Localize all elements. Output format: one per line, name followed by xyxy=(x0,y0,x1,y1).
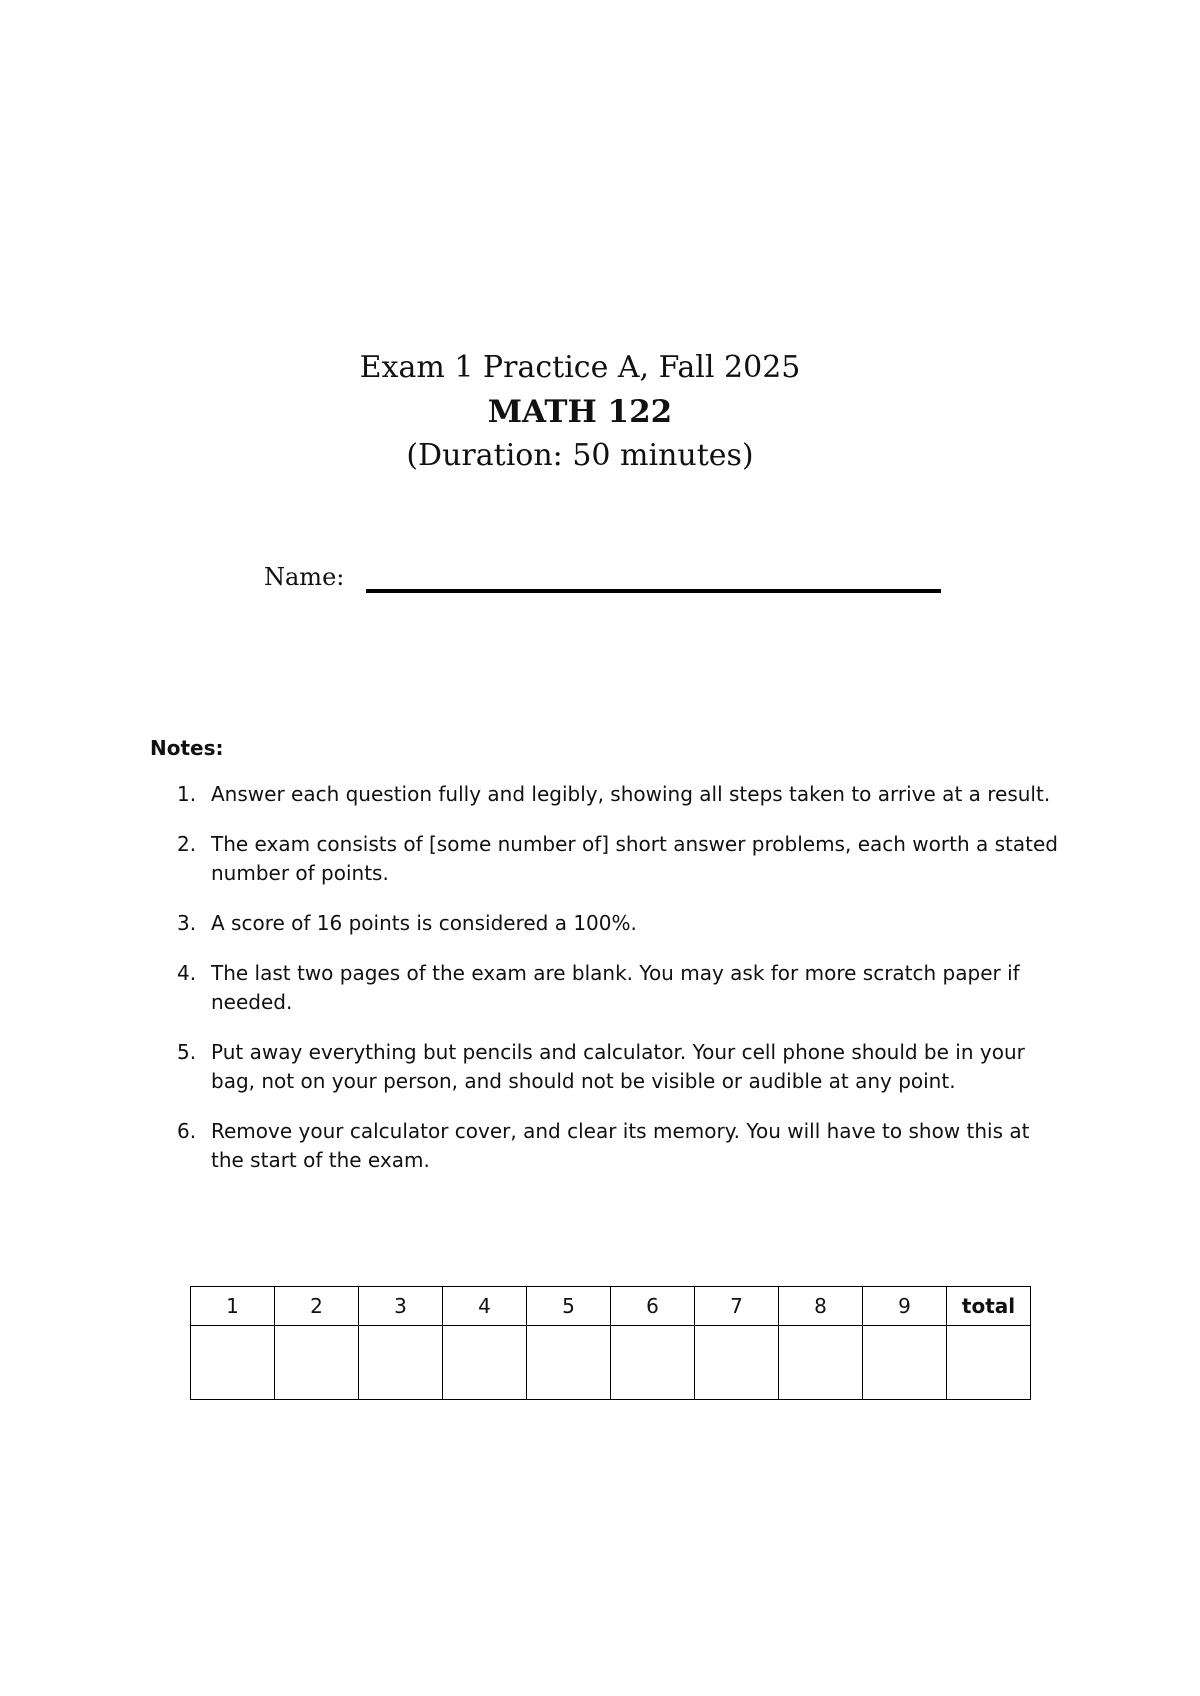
note-item xyxy=(150,1038,1061,1096)
note-number: 4. xyxy=(177,961,197,985)
notes-section xyxy=(150,734,1070,1196)
score-table xyxy=(190,1286,1031,1400)
score-header-cell: 2 xyxy=(275,1287,359,1326)
notes-list xyxy=(150,780,1070,1175)
exam-title-block xyxy=(0,346,1160,478)
score-header-cell: 6 xyxy=(611,1287,695,1326)
notes-heading: Notes: xyxy=(150,736,224,760)
score-cell xyxy=(275,1326,359,1400)
note-text: A score of 16 points is considered a 100%. xyxy=(211,911,637,935)
name-field xyxy=(264,558,944,594)
score-header-cell: 4 xyxy=(443,1287,527,1326)
note-item xyxy=(150,959,1061,1017)
note-number: 6. xyxy=(177,1119,197,1143)
note-item xyxy=(150,909,1061,938)
note-text: Remove your calculator cover, and clear its memory. You will have to show this at the start of the exam. xyxy=(211,1119,1030,1172)
score-cell xyxy=(527,1326,611,1400)
score-entry-row xyxy=(191,1326,1031,1400)
score-cell xyxy=(695,1326,779,1400)
score-header-cell: 1 xyxy=(191,1287,275,1326)
score-cell xyxy=(863,1326,947,1400)
score-cell xyxy=(191,1326,275,1400)
score-cell xyxy=(443,1326,527,1400)
score-header-cell: 7 xyxy=(695,1287,779,1326)
exam-duration: (Duration: 50 minutes) xyxy=(406,438,754,473)
name-label: Name: xyxy=(264,563,345,591)
name-blank-line xyxy=(366,589,941,593)
note-number: 5. xyxy=(177,1040,197,1064)
score-cell xyxy=(779,1326,863,1400)
course-code: MATH 122 xyxy=(487,394,673,430)
score-cell xyxy=(611,1326,695,1400)
note-text: The exam consists of [some number of] short answer problems, each worth a stated number of points. xyxy=(211,832,1058,885)
note-number: 1. xyxy=(177,782,197,806)
note-number: 2. xyxy=(177,832,197,856)
note-item xyxy=(150,830,1061,888)
score-header-row xyxy=(191,1287,1031,1326)
exam-title: Exam 1 Practice A, Fall 2025 xyxy=(359,350,801,385)
score-header-cell: 5 xyxy=(527,1287,611,1326)
score-header-total: total xyxy=(947,1287,1031,1326)
score-total-cell xyxy=(947,1326,1031,1400)
score-header-cell: 3 xyxy=(359,1287,443,1326)
score-header-cell: 8 xyxy=(779,1287,863,1326)
note-text: Answer each question fully and legibly, showing all steps taken to arrive at a result. xyxy=(211,782,1051,806)
score-cell xyxy=(359,1326,443,1400)
note-item xyxy=(150,780,1061,809)
note-item xyxy=(150,1117,1061,1175)
score-header-cell: 9 xyxy=(863,1287,947,1326)
note-number: 3. xyxy=(177,911,197,935)
note-text: Put away everything but pencils and calculator. Your cell phone should be in your bag, not on your person, and should not be visible or audible at any point. xyxy=(211,1040,1025,1093)
note-text: The last two pages of the exam are blank. You may ask for more scratch paper if needed. xyxy=(211,961,1020,1014)
